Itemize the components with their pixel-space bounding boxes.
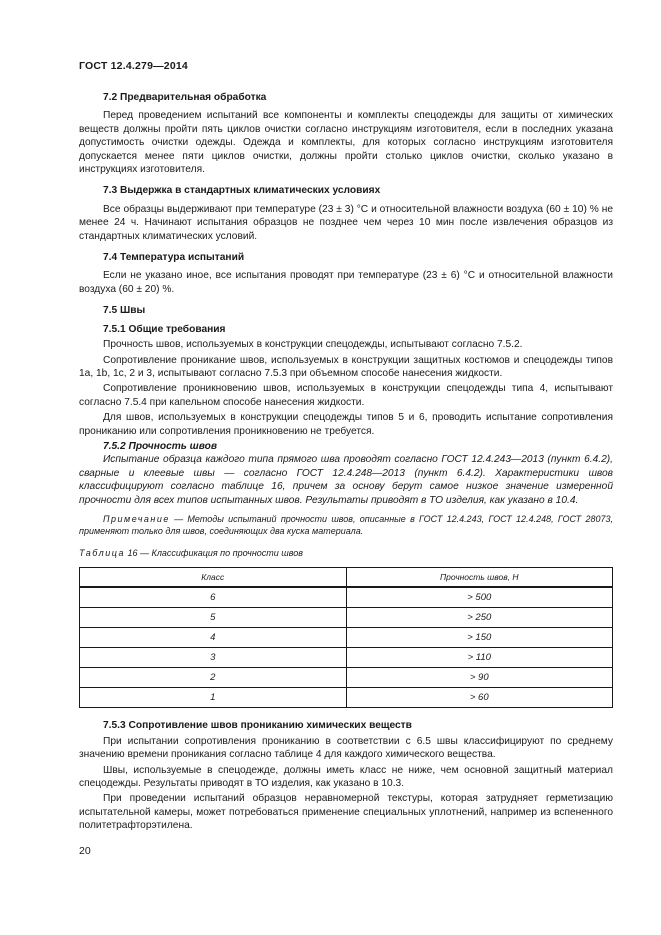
section-7-4-heading: 7.4 Температура испытаний <box>103 252 245 264</box>
section-7-5-2-heading: 7.5.2 Прочность швов <box>103 440 218 452</box>
table-cell-strength: > 60 <box>346 688 613 708</box>
section-7-5-1-paragraph-4: Для швов, используемых в конструкции спецодежды типов 5 и 6, проводить испытание сопротивления прониканию или сопротивления проникновению не требуется. <box>79 412 613 437</box>
table-row <box>80 668 613 688</box>
table-cell-strength: > 110 <box>346 648 613 668</box>
table-cell-class: 4 <box>80 628 347 648</box>
note-text: — Методы испытаний прочности швов, описанные в ГОСТ 12.4.243, ГОСТ 12.4.248, ГОСТ 28073, применяют только для швов, соединяющих два куска материала. <box>79 513 613 536</box>
table-row <box>80 688 613 708</box>
table-caption-text: 16 — Классификация по прочности швов <box>125 547 303 558</box>
section-7-5-3-paragraph-1: При испытании сопротивления прониканию в соответствии с 6.5 швы классифицируют по среднему значению времени проникания согласно таблице 4 для каждого химического вещества. <box>79 735 613 761</box>
table-cell-strength: > 90 <box>346 668 613 688</box>
document-header: ГОСТ 12.4.279—2014 <box>79 60 188 72</box>
table-cell-strength: > 500 <box>346 587 613 608</box>
table-cell-class: 1 <box>80 688 347 708</box>
document-body <box>79 91 613 835</box>
section-7-5-2-note <box>79 513 613 537</box>
table-cell-class: 5 <box>80 608 347 628</box>
section-7-5-heading: 7.5 Швы <box>103 305 146 317</box>
column-header-class: Класс <box>80 568 347 588</box>
section-7-5-1-paragraph-1: Прочность швов, используемых в конструкции спецодежды, испытывают согласно 7.5.2. <box>103 339 523 351</box>
section-7-5-3-paragraph-3: При проведении испытаний образцов неравномерной текстуры, которая затрудняет герметизацию испытательной камеры, может потребоваться применение специальных уплотнений, например из вспененного политетрафторэтилена. <box>79 793 613 832</box>
table-cell-class: 2 <box>80 668 347 688</box>
column-header-strength: Прочность швов, Н <box>346 568 613 588</box>
section-7-5-1-paragraph-3: Сопротивление проникновению швов, используемых в конструкции спецодежды типа 4, испытывают согласно 7.5.4 при капельном способе нанесения жидкости. <box>79 383 613 408</box>
section-7-2-paragraph: Перед проведением испытаний все компоненты и комплекты спецодежды для защиты от химических веществ должны пройти пять циклов очистки согласно инструкциям изготовителя, если в последних указана допустимость очистки одежды. Одежда и комплекты, для которых согласно инструкциям изготовителя допускается менее пяти циклов очистки, должны пройти столько циклов очистки, сколько указано в инструкциях изготовителя. <box>79 110 613 176</box>
table-16-caption <box>79 547 613 560</box>
table-label: Таблица <box>79 547 126 558</box>
table-row <box>80 648 613 668</box>
table-row <box>80 608 613 628</box>
table-row <box>80 587 613 608</box>
section-7-5-3-paragraph-2: Швы, используемые в спецодежде, должны иметь класс не ниже, чем основной защитный материал спецодежды. Результаты приводят в ТО изделия, как указано в 10.3. <box>79 764 613 789</box>
note-label: Примечание <box>103 513 170 524</box>
section-7-5-3-heading: 7.5.3 Сопротивление швов прониканию химических веществ <box>103 720 412 732</box>
table-cell-class: 3 <box>80 648 347 668</box>
section-7-5-1-paragraph-2: Сопротивление проникание швов, используемых в конструкции защитных костюмов и спецодежды типов 1а, 1b, 1с, 2 и 3, испытывают согласно 7.5.3 при объемном способе нанесения жидкости. <box>79 354 613 379</box>
section-7-3-heading: 7.3 Выдержка в стандартных климатических условиях <box>103 185 381 197</box>
table-cell-class: 6 <box>80 587 347 608</box>
section-7-5-2-paragraph: Испытание образца каждого типа прямого шва проводят согласно ГОСТ 12.4.243—2013 (пункт 6.4.2), сварные и клеевые швы — согласно ГОСТ 12.4.248—2013 (пункт 6.4.2). Характеристики швов классифицируют согласно таблице 16, причем за основу берут самое низкое значение измеренной прочности для всех типов испытанных швов. Результаты приводят в ТО изделия, как указано в 10.4. <box>79 454 613 506</box>
table-cell-strength: > 150 <box>346 628 613 648</box>
section-7-3-paragraph: Все образцы выдерживают при температуре (23 ± 3) °С и относительной влажности воздуха (60 ± 10) % не менее 24 ч. Начинают испытания образцов не позднее чем через 10 мин после извлечения образцов из стандартных климатических условий. <box>79 203 613 242</box>
section-7-4-paragraph: Если не указано иное, все испытания проводят при температуре (23 ± 6) °С и относительной влажности воздуха (60 ± 20) %. <box>79 270 613 295</box>
table-row <box>80 628 613 648</box>
table-header-row <box>80 568 613 588</box>
page-number: 20 <box>79 845 91 857</box>
section-7-5-1-heading: 7.5.1 Общие требования <box>103 323 226 335</box>
table-16 <box>79 567 613 708</box>
table-cell-strength: > 250 <box>346 608 613 628</box>
section-7-2-heading: 7.2 Предварительная обработка <box>103 92 267 103</box>
